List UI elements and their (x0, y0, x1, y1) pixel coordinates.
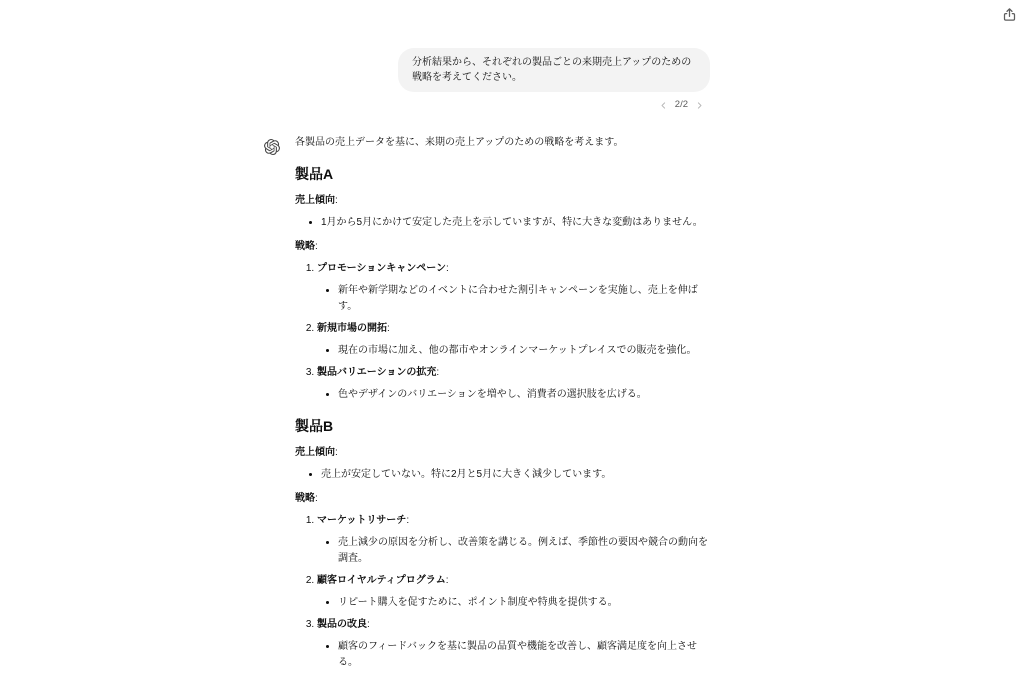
user-message-row (262, 48, 710, 92)
strategy-detail: • 現在の市場に加え、他の都市やオンラインマーケットプレイスでの販売を強化。 (338, 343, 710, 359)
strategy-detail: • リピート購入を促すために、ポイント制度や特典を提供する。 (338, 595, 710, 611)
trend-label: 売上傾向: (295, 195, 338, 206)
strategy-item: 2. 顧客ロイヤルティプログラム: • リピート購入を促すために、ポイント制度や特典を提供する。 (317, 573, 710, 611)
chevron-left-icon (659, 101, 668, 110)
assistant-message-content (295, 135, 710, 671)
message-pagination (262, 99, 710, 111)
strategy-detail: • 新年や新学期などのイベントに合わせた割引キャンペーンを実施し、売上を伸ばす。 (338, 283, 710, 315)
strategy-detail: • 色やデザインのバリエーションを増やし、消費者の選択肢を広げる。 (338, 387, 710, 403)
previous-version-button[interactable] (659, 101, 668, 110)
chevron-right-icon (695, 101, 704, 110)
trend-list (295, 467, 710, 483)
section-heading-product-b: 製品B (295, 418, 334, 434)
section-heading-product-a: 製品A (295, 166, 334, 182)
next-version-button[interactable] (695, 101, 704, 110)
assistant-avatar (262, 137, 281, 156)
version-indicator: 2/2 (674, 99, 688, 110)
conversation-thread (262, 0, 710, 677)
share-icon (1002, 7, 1017, 22)
strategy-list (295, 261, 710, 403)
assistant-intro: 各製品の売上データを基に、来期の売上アップのための戦略を考えます。 (295, 137, 624, 148)
strategy-label: 戦略: (295, 493, 318, 504)
trend-label: 売上傾向: (295, 447, 338, 458)
trend-list (295, 215, 710, 231)
strategy-item: 3. 製品の改良: • 顧客のフィードバックを基に製品の品質や機能を改善し、顧客満足度を向上させる。 (317, 617, 710, 671)
strategy-detail: • 顧客のフィードバックを基に製品の品質や機能を改善し、顧客満足度を向上させる。 (338, 639, 710, 671)
strategy-item: 1. プロモーションキャンペーン: • 新年や新学期などのイベントに合わせた割引キャンペーンを実施し、売上を伸ばす。 (317, 261, 710, 315)
strategy-item: 3. 製品バリエーションの拡充: • 色やデザインのバリエーションを増やし、消費者の選択肢を広げる。 (317, 365, 710, 403)
strategy-item: 1. マーケットリサーチ: • 売上減少の原因を分析し、改善策を講じる。例えば、季節性の要因や競合の動向を調査。 (317, 513, 710, 567)
strategy-label: 戦略: (295, 241, 318, 252)
trend-item: • 売上が安定していない。特に2月と5月に大きく減少しています。 (321, 467, 710, 483)
user-message-bubble: 分析結果から、それぞれの製品ごとの来期売上アップのための戦略を考えてください。 (398, 48, 710, 92)
strategy-item: 2. 新規市場の開拓: • 現在の市場に加え、他の都市やオンラインマーケットプレイスでの販売を強化。 (317, 321, 710, 359)
strategy-detail: • 売上減少の原因を分析し、改善策を講じる。例えば、季節性の要因や競合の動向を調査。 (338, 535, 710, 567)
openai-logo-icon (264, 139, 280, 155)
trend-item: • 1月から5月にかけて安定した売上を示していますが、特に大きな変動はありません。 (321, 215, 710, 231)
strategy-list (295, 513, 710, 671)
assistant-message-row (262, 135, 710, 671)
share-button[interactable] (998, 3, 1020, 25)
